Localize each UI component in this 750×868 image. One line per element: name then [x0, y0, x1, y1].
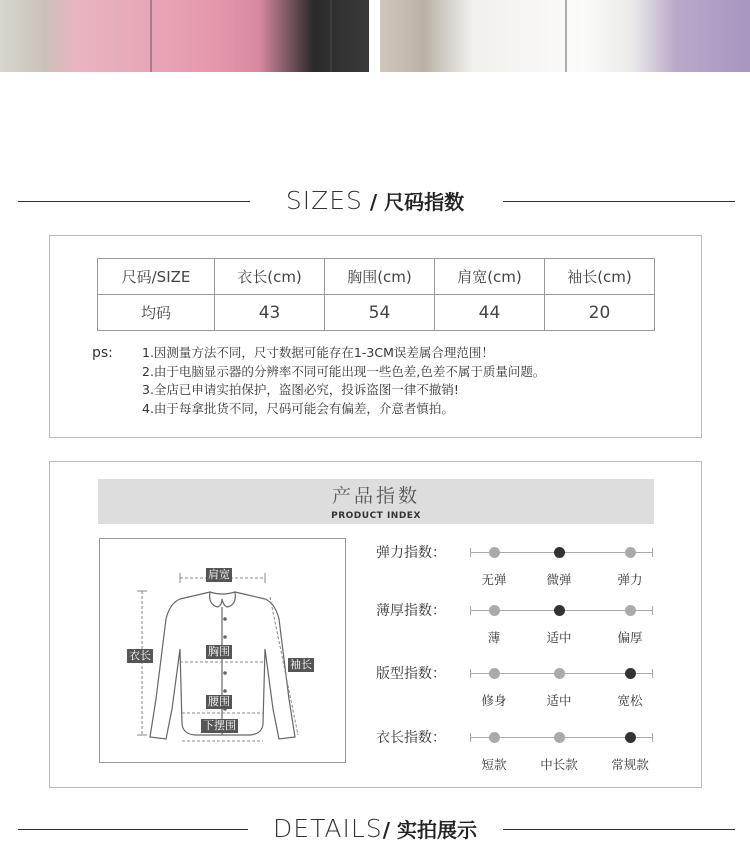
size-table-header: 肩宽(cm)	[434, 259, 544, 295]
scale-dot	[554, 732, 565, 743]
index-scale	[470, 552, 652, 587]
index-row-fit	[376, 663, 676, 708]
index-row-label: 版型指数：	[376, 666, 446, 682]
size-table-header: 袖长(cm)	[544, 259, 654, 295]
scale-dot	[489, 547, 500, 558]
size-table-cell: 54	[325, 295, 435, 331]
scale-dot	[554, 668, 565, 679]
scale-tick	[652, 548, 653, 557]
scale-tick	[652, 669, 653, 678]
scale-dot	[625, 547, 636, 558]
scale-tick	[652, 606, 653, 615]
scale-dot-selected	[625, 732, 636, 743]
scale-tick	[470, 548, 471, 557]
scale-tick	[470, 733, 471, 742]
index-row-label: 薄厚指数：	[376, 603, 446, 619]
index-scale	[470, 673, 652, 708]
diagram-label: 下摆围	[203, 719, 236, 732]
index-row-elasticity	[376, 542, 676, 587]
scale-tick	[652, 733, 653, 742]
scale-option-label: 微弹	[546, 572, 572, 587]
product-index-title: 产品指数	[331, 485, 420, 507]
index-scale	[470, 610, 652, 645]
scale-dot	[625, 605, 636, 616]
scale-dot-selected	[554, 547, 565, 558]
scale-tick	[470, 606, 471, 615]
index-row-label: 衣长指数：	[376, 730, 446, 746]
product-index-panel	[49, 461, 702, 788]
notes-label: ps:	[92, 345, 113, 361]
details-section-header	[0, 809, 750, 849]
size-table-header: 衣长(cm)	[215, 259, 325, 295]
index-row-length	[376, 727, 676, 772]
note-item: 4.由于每拿批货不同，尺码可能会有偏差，介意者慎拍。	[142, 400, 454, 416]
measurement-diagram	[99, 538, 346, 763]
index-scale	[470, 737, 652, 772]
size-table-cell: 20	[544, 295, 654, 331]
sizes-title: SIZES / 尺码指数	[285, 186, 465, 215]
sizes-section-header	[0, 181, 750, 221]
scale-option-label: 适中	[546, 630, 572, 645]
size-table-header: 尺码/SIZE	[98, 259, 215, 295]
diagram-label: 袖长	[290, 658, 312, 671]
scale-dot	[489, 668, 500, 679]
size-table	[97, 258, 655, 331]
size-table-row	[98, 295, 655, 331]
notes-list	[142, 344, 545, 418]
index-row-label: 弹力指数：	[376, 545, 446, 561]
scale-option-label: 弹力	[617, 572, 643, 587]
size-table-header-row	[98, 259, 655, 295]
scale-option-label: 短款	[481, 757, 507, 772]
details-title: DETAILS/ 实拍展示	[273, 814, 477, 843]
scale-option-label: 修身	[481, 693, 507, 708]
scale-dot	[489, 605, 500, 616]
size-chart	[49, 235, 702, 438]
product-photos	[0, 0, 750, 72]
scale-option-label: 薄	[487, 630, 501, 645]
scale-option-label: 无弹	[481, 572, 507, 587]
product-index-banner	[98, 479, 654, 524]
scale-dot	[489, 732, 500, 743]
index-row-thickness	[376, 600, 676, 645]
note-item: 2.由于电脑显示器的分辨率不同可能出现一些色差,色差不属于质量问题。	[142, 363, 546, 379]
size-table-cell: 均码	[98, 295, 215, 331]
scale-option-label: 常规款	[611, 757, 649, 772]
scale-dot-selected	[554, 605, 565, 616]
product-photo-white	[380, 0, 750, 72]
size-table-cell: 43	[215, 295, 325, 331]
diagram-label: 肩宽	[208, 568, 230, 581]
product-photo-pink	[0, 0, 369, 72]
scale-dot-selected	[625, 668, 636, 679]
diagram-label: 腰围	[208, 695, 230, 708]
size-table-header: 胸围(cm)	[325, 259, 435, 295]
scale-option-label: 适中	[546, 693, 572, 708]
scale-option-label: 中长款	[540, 757, 578, 772]
scale-option-label: 偏厚	[617, 630, 643, 645]
note-item: 1.因测量方法不同，尺寸数据可能存在1-3CM误差属合理范围！	[142, 345, 494, 360]
size-table-cell: 44	[434, 295, 544, 331]
product-index-subtitle: PRODUCT INDEX	[331, 511, 421, 521]
diagram-label: 衣长	[129, 649, 151, 662]
note-item: 3.全店已申请实拍保护，盗图必究，投诉盗图一律不撤销!	[142, 382, 459, 397]
scale-tick	[470, 669, 471, 678]
diagram-label: 胸围	[208, 645, 230, 658]
scale-option-label: 宽松	[617, 693, 643, 708]
